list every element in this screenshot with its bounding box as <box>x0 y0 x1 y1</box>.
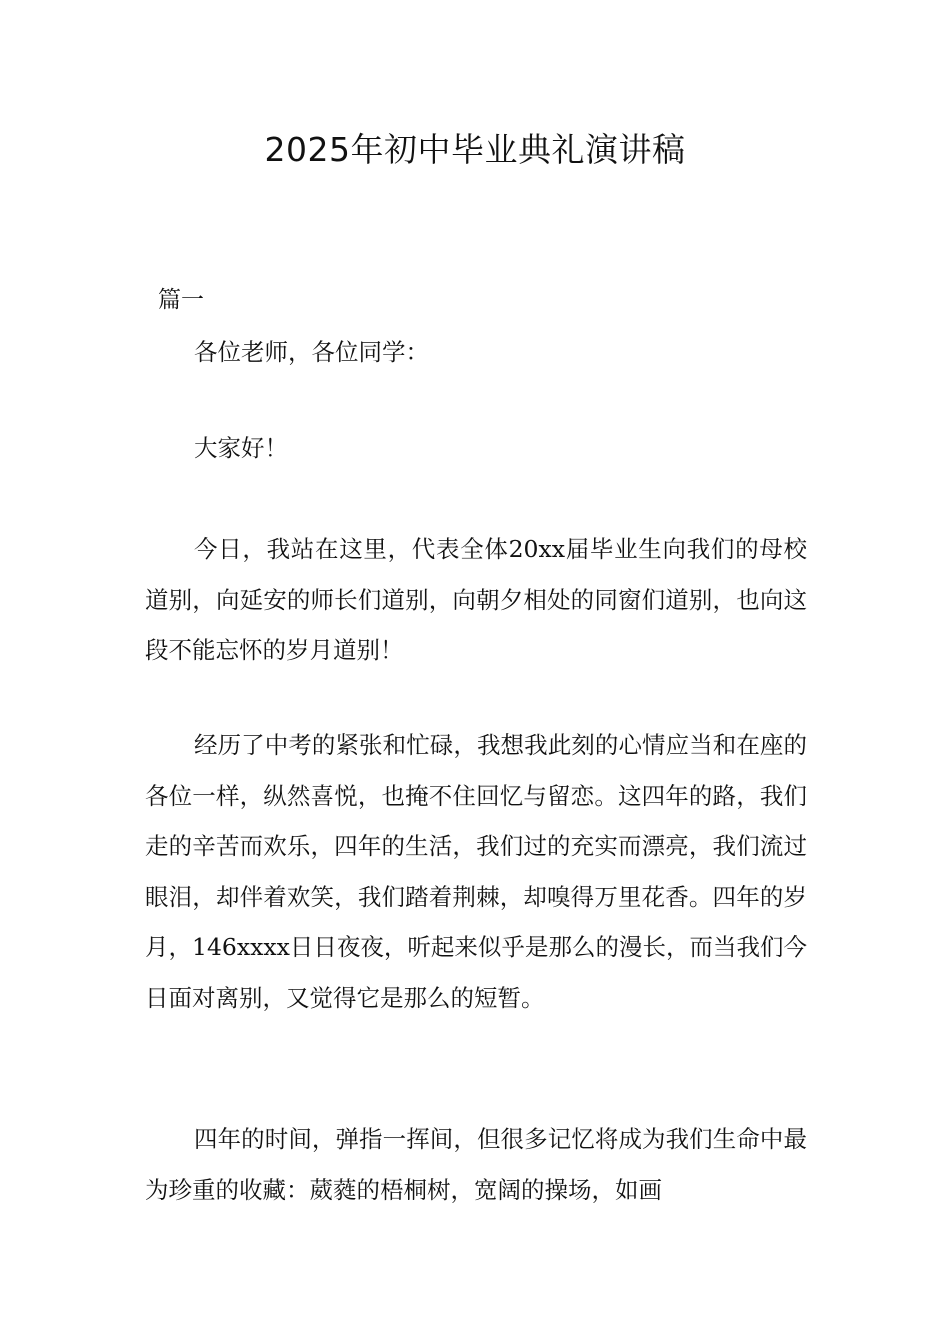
body-paragraph-2: 经历了中考的紧张和忙碌，我想我此刻的心情应当和在座的各位一样，纵然喜悦，也掩不住回忆与留恋。这四年的路，我们走的辛苦而欢乐，四年的生活，我们过的充实而漂亮，我们流过眼泪，却伴着欢笑，我们踏着荆棘，却嗅得万里花香。四年的岁月，146xxxx日日夜夜，听起来似乎是那么的漫长，而当我们今日面对离别，又觉得它是那么的短暂。 <box>145 731 807 1012</box>
greeting-paragraph: 各位老师，各位同学： <box>194 338 429 366</box>
body-paragraph-1: 今日，我站在这里，代表全体20xx届毕业生向我们的母校道别，向延安的师长们道别，向朝夕相处的同窗们道别，也向这段不能忘怀的岁月道别！ <box>145 535 807 664</box>
section-label: 篇一 <box>158 287 204 313</box>
body-paragraph-3: 四年的时间，弹指一挥间，但很多记忆将成为我们生命中最为珍重的收藏：葳蕤的梧桐树，宽阔的操场，如画 <box>145 1125 807 1204</box>
hello-paragraph: 大家好！ <box>194 434 288 462</box>
document-title: 2025年初中毕业典礼演讲稿 <box>264 130 686 169</box>
